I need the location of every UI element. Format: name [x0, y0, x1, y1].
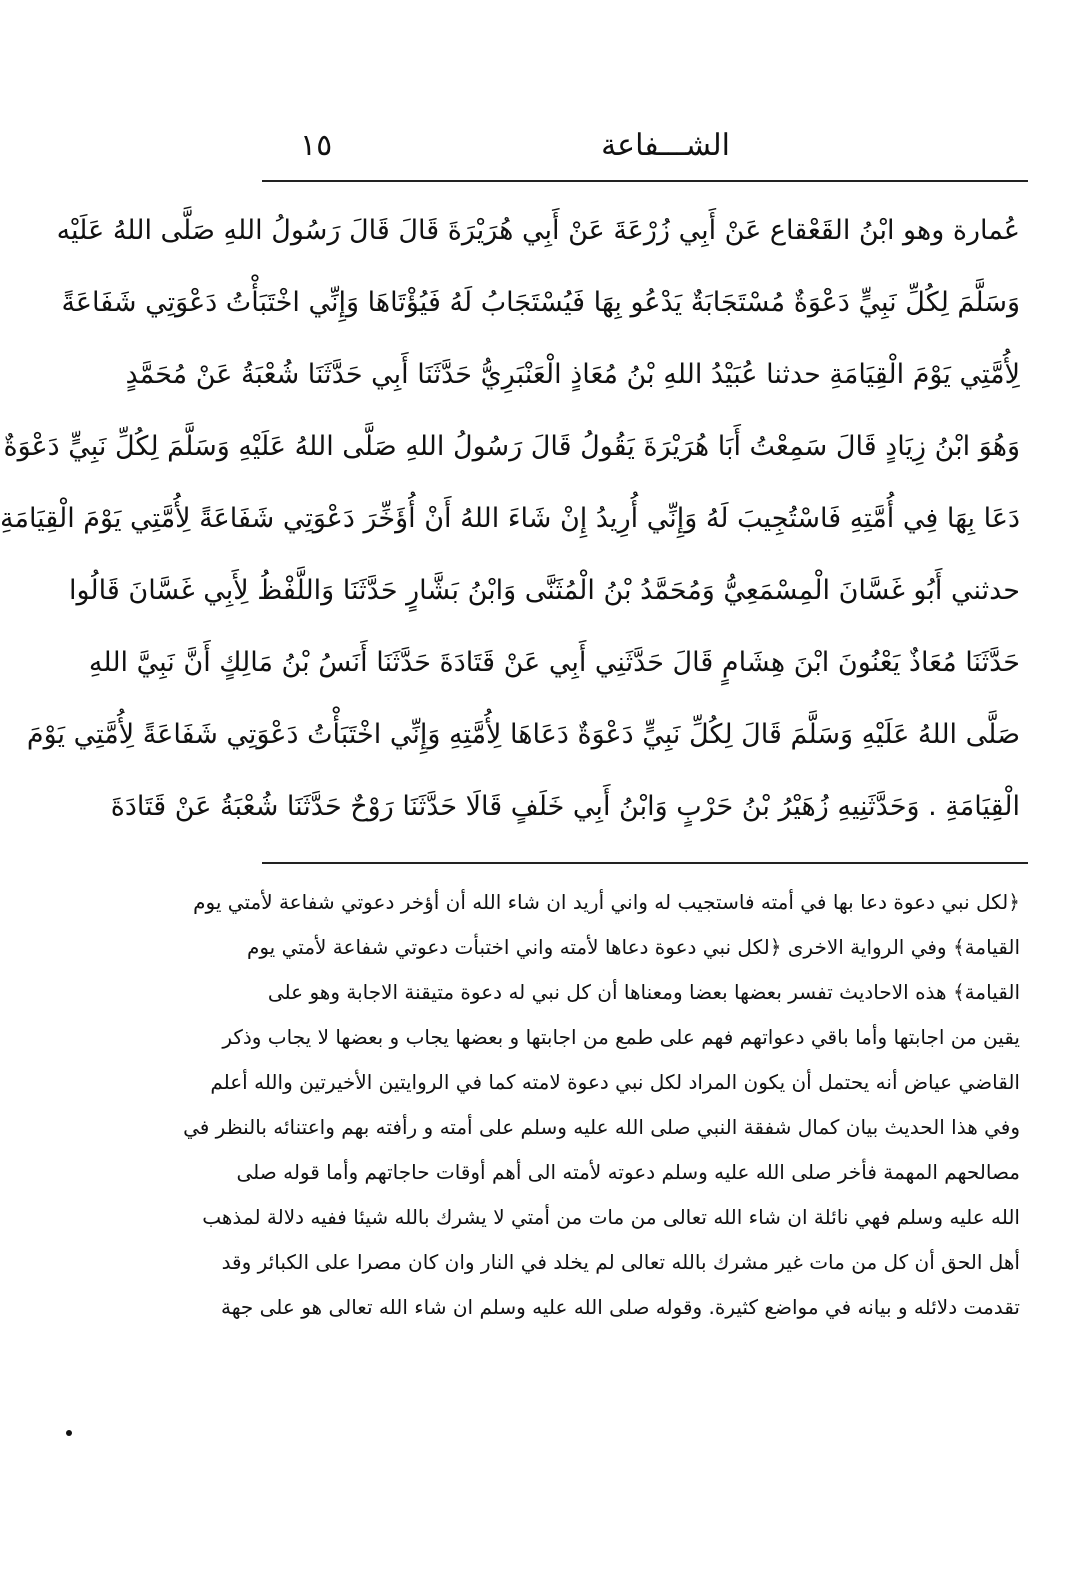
page-number: ١٥ [300, 128, 333, 163]
commentary-line: القاضي عياض أنه يحتمل أن يكون المراد لكل نبي دعوة لامته كما في الروايتين الأخيرتين والله أعلم [210, 1070, 1020, 1094]
commentary-line: تقدمت دلائله و بيانه في مواضع كثيرة. وقوله صلى الله عليه وسلم ان شاء الله تعالى هو على جهة [220, 1295, 1020, 1319]
commentary-line: وفي هذا الحديث بيان كمال شفقة النبي صلى الله عليه وسلم على أمته و رأفته بهم واعتنائه بالنظر في [183, 1115, 1020, 1139]
commentary-line: ﴿لكل نبي دعوة دعا بها في أمته فاستجيب له واني أريد ان شاء الله أن أؤخر دعوتي شفاعة لأمتي يوم [193, 890, 1020, 914]
hadith-line: الْقِيَامَةِ . وَحَدَّثَنِيهِ زُهَيْرُ بْنُ حَرْبٍ وَابْنُ أَبِي خَلَفٍ قَالَا حَدَّثَنَا رَوْحٌ حَدَّثَنَا شُعْبَةُ عَنْ قَتَادَةَ [110, 791, 1020, 822]
commentary-line: أهل الحق أن كل من مات غير مشرك بالله تعالى لم يخلد في النار وان كان مصرا على الكبائر وقد [221, 1250, 1020, 1274]
hadith-line: دَعَا بِهَا فِي أُمَّتِهِ فَاسْتُجِيبَ لَهُ وَإِنِّي أُرِيدُ إِنْ شَاءَ اللهُ أَنْ أُؤَخِّرَ دَعْوَتِي شَفَاعَةً لِأُمَّتِي يَوْمَ الْقِيَامَةِ [0, 503, 1020, 534]
hadith-line: لِأُمَّتِي يَوْمَ الْقِيَامَةِ حدثنا عُبَيْدُ اللهِ بْنُ مُعَاذٍ الْعَنْبَرِيُّ حَدَّثَنَا أَبِي حَدَّثَنَا شُعْبَةُ عَنْ مُحَمَّدٍ [125, 359, 1020, 390]
commentary-line: مصالحهم المهمة فأخر صلى الله عليه وسلم دعوته لأمته الى أهم أوقات حاجاتهم وأما قوله صلى [236, 1160, 1020, 1184]
hadith-line: حَدَّثَنَا مُعَاذٌ يَعْنُونَ ابْنَ هِشَامٍ قَالَ حَدَّثَنِي أَبِي عَنْ قَتَادَةَ حَدَّثَنَا أَنَسُ بْنُ مَالِكٍ أَنَّ نَبِيَّ اللهِ [88, 647, 1020, 678]
commentary-text [183, 880, 1020, 1330]
hadith-line: عُمارة وهو ابْنُ القَعْقاع عَنْ أَبِي زُرْعَةَ عَنْ أَبِي هُرَيْرَةَ قَالَ قَالَ رَسُولُ اللهِ صَلَّى اللهُ عَلَيْه [56, 215, 1020, 246]
commentary-line: القيامة﴾ وفي الرواية الاخرى ﴿لكل نبي دعوة دعاها لأمته واني اختبأت دعوتي شفاعة لأمتي يوم [246, 935, 1020, 959]
commentary-line: القيامة﴾ هذه الاحاديث تفسر بعضها بعضا ومعناها أن كل نبي له دعوة متيقنة الاجابة وهو على [267, 980, 1020, 1004]
commentary-line: الله عليه وسلم فهي نائلة ان شاء الله تعالى من مات من أمتي لا يشرك بالله شيئا ففيه دلالة لمذهب [202, 1205, 1020, 1229]
hadith-text [0, 195, 1020, 843]
hadith-line: وَسَلَّمَ لِكُلِّ نَبِيٍّ دَعْوَةٌ مُسْتَجَابَةٌ يَدْعُو بِهَا فَيُسْتَجَابُ لَهُ فَيُؤْتَاهَا وَإِنِّي اخْتَبَأْتُ دَعْوَتِي شَفَاعَةً [61, 287, 1020, 318]
page-header [270, 128, 1030, 172]
hadith-line: صَلَّى اللهُ عَلَيْهِ وَسَلَّمَ قَالَ لِكُلِّ نَبِيٍّ دَعْوَةٌ دَعَاهَا لِأُمَّتِهِ وَإِنِّي اخْتَبَأْتُ دَعْوَتِي شَفَاعَةً لِأُمَّتِي يَوْمَ [26, 719, 1020, 750]
commentary-divider [262, 862, 1028, 864]
margin-dot [66, 1430, 72, 1436]
hadith-line: حدثني أَبُو غَسَّانَ الْمِسْمَعِيُّ وَمُحَمَّدُ بْنُ الْمُثَنَّى وَابْنُ بَشَّارٍ حَدَّثَنَا وَاللَّفْظُ لِأَبِي غَسَّانَ قَالُوا [68, 575, 1020, 606]
header-divider [262, 180, 1028, 182]
commentary-line: يقين من اجابتها وأما باقي دعواتهم فهم على طمع من اجابتها و بعضها يجاب و بعضها لا يجاب وذكر [222, 1025, 1020, 1049]
chapter-title: الشـــفاعة [601, 128, 730, 163]
hadith-line: وَهُوَ ابْنُ زِيَادٍ قَالَ سَمِعْتُ أَبَا هُرَيْرَةَ يَقُولُ قَالَ رَسُولُ اللهِ صَلَّى اللهُ عَلَيْهِ وَسَلَّمَ لِكُلِّ نَبِيٍّ دَعْوَةٌ [3, 431, 1020, 462]
